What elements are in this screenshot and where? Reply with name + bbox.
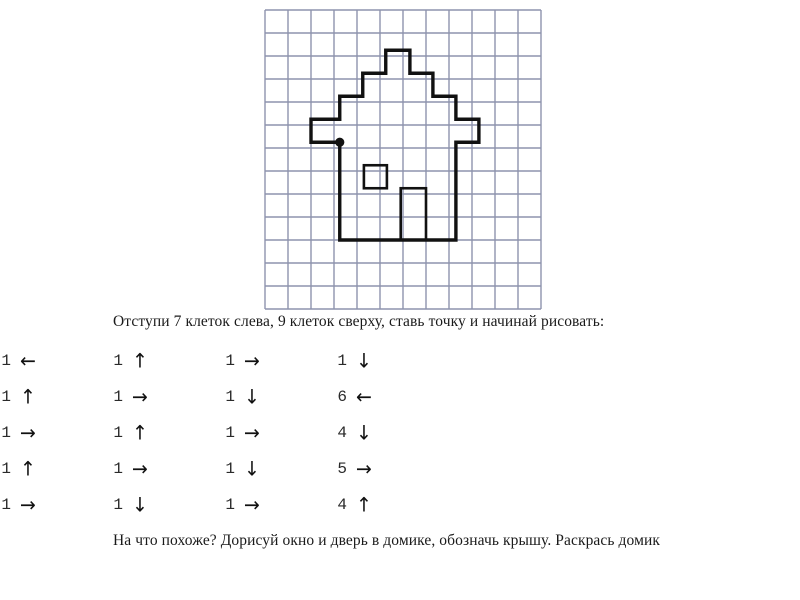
step-count: 1 xyxy=(225,496,235,515)
step-cell xyxy=(224,385,336,409)
step-item xyxy=(224,487,336,523)
step-cell xyxy=(0,385,112,409)
step-count: 1 xyxy=(337,352,347,371)
steps-row xyxy=(0,379,448,415)
step-cell xyxy=(336,421,448,445)
arrow-right-icon: → xyxy=(132,385,148,409)
arrow-left-icon: ← xyxy=(20,349,36,373)
step-count: 1 xyxy=(113,352,123,371)
arrow-right-icon: → xyxy=(20,421,36,445)
step-item xyxy=(336,451,448,487)
arrow-down-icon: ↓ xyxy=(132,493,148,517)
arrow-down-icon: ↓ xyxy=(244,385,260,409)
step-cell xyxy=(112,385,224,409)
step-count: 1 xyxy=(225,388,235,407)
step-item xyxy=(224,415,336,451)
step-count: 1 xyxy=(113,496,123,515)
arrow-right-icon: → xyxy=(20,493,36,517)
arrow-up-icon: ↑ xyxy=(356,493,372,517)
arrow-up-icon: ↑ xyxy=(20,457,36,481)
step-count: 4 xyxy=(337,496,347,515)
steps-row xyxy=(0,451,448,487)
arrow-down-icon: ↓ xyxy=(356,349,372,373)
step-cell xyxy=(112,349,224,373)
step-item xyxy=(336,343,448,379)
step-cell xyxy=(112,457,224,481)
step-count: 1 xyxy=(225,460,235,479)
step-cell xyxy=(224,457,336,481)
arrow-up-icon: ↑ xyxy=(132,421,148,445)
arrow-left-icon: ← xyxy=(356,385,372,409)
instructions-block xyxy=(0,312,800,523)
step-cell xyxy=(336,385,448,409)
step-count: 1 xyxy=(1,460,11,479)
arrow-down-icon: ↓ xyxy=(356,421,372,445)
step-count: 1 xyxy=(1,352,11,371)
start-point-dot xyxy=(335,138,344,147)
steps-row xyxy=(0,343,448,379)
step-item xyxy=(112,379,224,415)
step-item xyxy=(224,379,336,415)
step-count: 5 xyxy=(337,460,347,479)
step-cell xyxy=(112,421,224,445)
arrow-right-icon: → xyxy=(244,421,260,445)
step-item xyxy=(224,343,336,379)
step-cell xyxy=(112,493,224,517)
step-item xyxy=(112,487,224,523)
arrow-up-icon: ↑ xyxy=(20,385,36,409)
step-cell xyxy=(224,349,336,373)
step-count: 1 xyxy=(225,424,235,443)
step-item xyxy=(0,487,112,523)
step-item xyxy=(336,415,448,451)
step-cell xyxy=(0,493,112,517)
arrow-right-icon: → xyxy=(132,457,148,481)
arrow-up-icon: ↑ xyxy=(132,349,148,373)
step-cell xyxy=(224,493,336,517)
house-window-rect xyxy=(364,165,387,188)
step-item xyxy=(224,451,336,487)
arrow-right-icon: → xyxy=(244,493,260,517)
house-door-rect xyxy=(401,188,426,240)
steps-table-body xyxy=(0,343,448,523)
step-count: 1 xyxy=(1,388,11,407)
step-count: 1 xyxy=(1,496,11,515)
steps-row xyxy=(0,415,448,451)
step-item xyxy=(336,379,448,415)
step-item xyxy=(112,415,224,451)
step-item xyxy=(0,379,112,415)
closing-instruction-text: На что похоже? Дорисуй окно и дверь в домике, обозначь крышу. Раскрась домик xyxy=(113,532,661,549)
step-count: 4 xyxy=(337,424,347,443)
step-item xyxy=(0,415,112,451)
arrow-down-icon: ↓ xyxy=(244,457,260,481)
steps-row xyxy=(0,487,448,523)
step-cell xyxy=(0,457,112,481)
lead-instruction-text: Отступи 7 клеток слева, 9 клеток сверху, ставь точку и начинай рисовать: xyxy=(113,313,605,330)
step-count: 1 xyxy=(113,424,123,443)
step-count: 1 xyxy=(113,388,123,407)
step-item xyxy=(336,487,448,523)
step-cell xyxy=(336,457,448,481)
step-cell xyxy=(0,349,112,373)
grid-lines xyxy=(265,10,541,309)
arrow-right-icon: → xyxy=(356,457,372,481)
closing-instruction-block xyxy=(0,531,800,550)
step-item xyxy=(112,451,224,487)
steps-table xyxy=(0,343,448,523)
step-cell xyxy=(224,421,336,445)
step-cell xyxy=(336,349,448,373)
step-count: 1 xyxy=(225,352,235,371)
step-item xyxy=(0,343,112,379)
step-item xyxy=(0,451,112,487)
step-count: 6 xyxy=(337,388,347,407)
step-count: 1 xyxy=(1,424,11,443)
step-cell xyxy=(336,493,448,517)
step-cell xyxy=(0,421,112,445)
step-item xyxy=(112,343,224,379)
step-count: 1 xyxy=(113,460,123,479)
arrow-right-icon: → xyxy=(244,349,260,373)
